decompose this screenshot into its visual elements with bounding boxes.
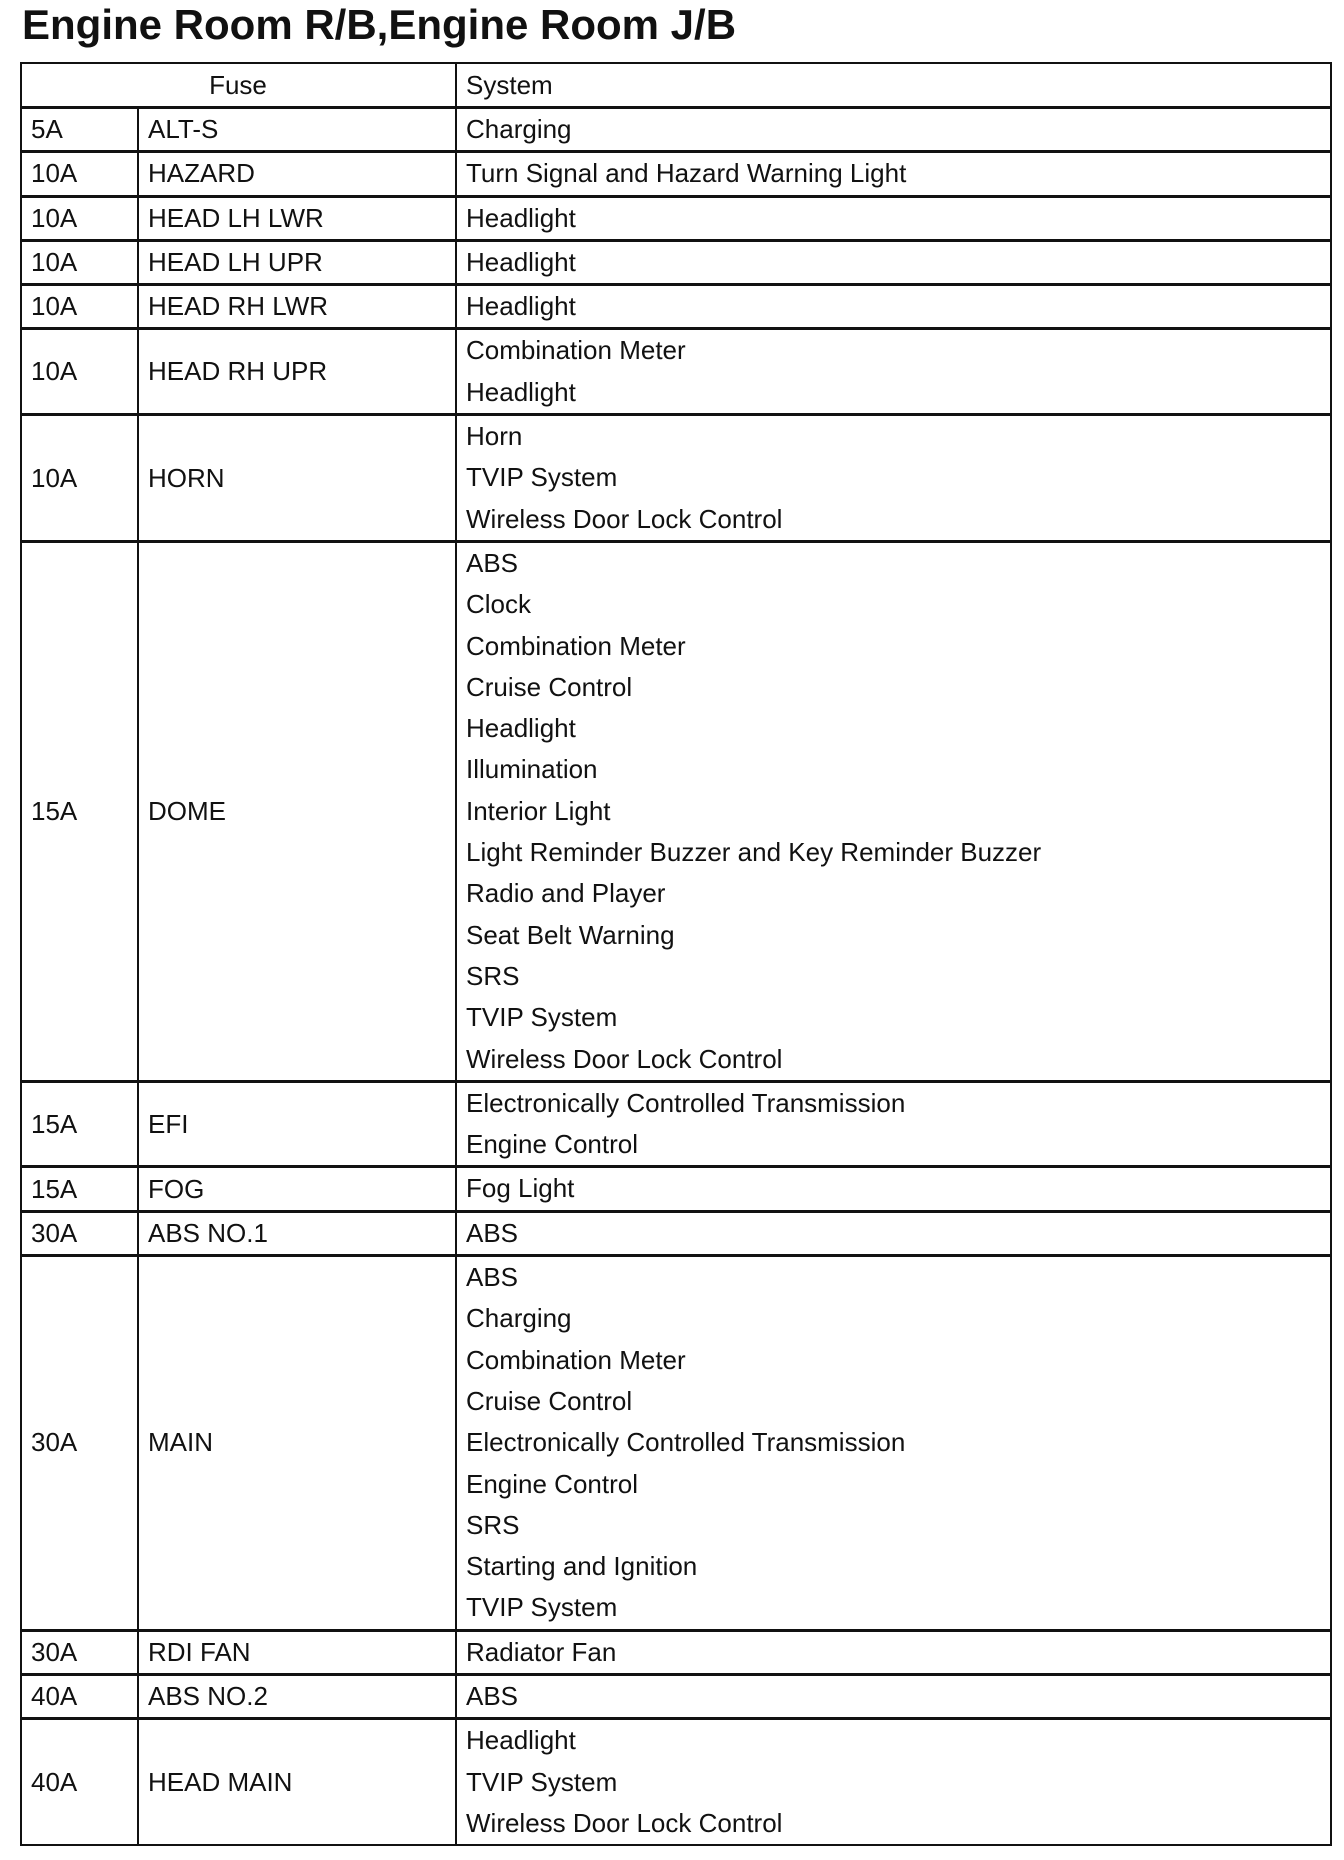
fuse-name: FOG — [138, 1167, 456, 1211]
fuse-systems — [456, 152, 1331, 196]
table-row — [21, 196, 1331, 240]
fuse-systems — [456, 1211, 1331, 1255]
system-item: Illumination — [466, 754, 598, 785]
table-row — [21, 541, 1331, 1081]
table-row — [21, 1674, 1331, 1718]
fuse-amperage: 10A — [21, 415, 138, 542]
table-row — [21, 329, 1331, 415]
system-item: ABS — [466, 1680, 519, 1711]
fuse-systems — [456, 1167, 1331, 1211]
table-row — [21, 108, 1331, 152]
fuse-name: ALT-S — [138, 108, 456, 152]
fuse-name: EFI — [138, 1081, 456, 1167]
fuse-name: RDI FAN — [138, 1630, 456, 1674]
system-item: Starting and Ignition — [466, 1551, 698, 1582]
system-item: ABS — [466, 547, 519, 578]
system-item: Headlight — [466, 1725, 576, 1756]
system-item: ABS — [466, 1262, 519, 1293]
fuse-table-body — [21, 108, 1331, 1846]
table-row — [21, 152, 1331, 196]
table-row — [21, 240, 1331, 284]
system-item: Combination Meter — [466, 630, 686, 661]
fuse-name: HEAD LH LWR — [138, 196, 456, 240]
fuse-name: MAIN — [138, 1256, 456, 1631]
fuse-systems — [456, 240, 1331, 284]
fuse-systems — [456, 196, 1331, 240]
fuse-systems — [456, 1674, 1331, 1718]
system-item: TVIP System — [466, 1766, 618, 1797]
table-row — [21, 1630, 1331, 1674]
system-item: Headlight — [466, 246, 576, 277]
fuse-systems — [456, 285, 1331, 329]
table-row — [21, 1211, 1331, 1255]
system-item: Engine Control — [466, 1129, 638, 1160]
fuse-amperage: 10A — [21, 152, 138, 196]
system-item: TVIP System — [466, 1002, 618, 1033]
system-item: Light Reminder Buzzer and Key Reminder Buzzer — [466, 837, 1042, 868]
system-item: Radio and Player — [466, 878, 666, 909]
system-item: TVIP System — [466, 1592, 618, 1623]
system-item: Clock — [466, 589, 532, 620]
fuse-name: HEAD RH UPR — [138, 329, 456, 415]
system-item: Headlight — [466, 291, 576, 322]
system-item: Fog Light — [466, 1173, 575, 1204]
table-row — [21, 285, 1331, 329]
system-item: Wireless Door Lock Control — [466, 1043, 783, 1074]
fuse-amperage: 15A — [21, 1167, 138, 1211]
fuse-amperage: 5A — [21, 108, 138, 152]
system-item: Charging — [466, 1303, 572, 1334]
system-item: Turn Signal and Hazard Warning Light — [466, 158, 907, 189]
fuse-amperage: 10A — [21, 196, 138, 240]
system-item: SRS — [466, 1509, 520, 1540]
fuse-name: HAZARD — [138, 152, 456, 196]
system-item: Headlight — [466, 713, 576, 744]
fuse-amperage: 30A — [21, 1630, 138, 1674]
page-title: Engine Room R/B,Engine Room J/B — [22, 1, 737, 48]
system-item: Electronically Controlled Transmission — [466, 1427, 906, 1458]
fuse-name: ABS NO.1 — [138, 1211, 456, 1255]
system-item: Combination Meter — [466, 335, 686, 366]
fuse-systems — [456, 1719, 1331, 1845]
fuse-systems — [456, 108, 1331, 152]
fuse-systems — [456, 415, 1331, 542]
system-item: Wireless Door Lock Control — [466, 503, 783, 534]
system-item: Electronically Controlled Transmission — [466, 1087, 906, 1118]
system-column-header: System — [456, 63, 1331, 108]
system-item: Cruise Control — [466, 671, 633, 702]
fuse-name: HEAD LH UPR — [138, 240, 456, 284]
fuse-systems — [456, 1081, 1331, 1167]
fuse-name: HORN — [138, 415, 456, 542]
table-row — [21, 1081, 1331, 1167]
fuse-column-header: Fuse — [21, 63, 456, 108]
system-item: ABS — [466, 1217, 519, 1248]
fuse-amperage: 30A — [21, 1256, 138, 1631]
table-row — [21, 1167, 1331, 1211]
fuse-amperage: 15A — [21, 541, 138, 1081]
table-row — [21, 1256, 1331, 1631]
fuse-name: DOME — [138, 541, 456, 1081]
fuse-amperage: 10A — [21, 329, 138, 415]
fuse-amperage: 10A — [21, 285, 138, 329]
fuse-systems — [456, 329, 1331, 415]
fuse-amperage: 15A — [21, 1081, 138, 1167]
system-item: Charging — [466, 114, 572, 144]
fuse-amperage: 40A — [21, 1719, 138, 1845]
fuse-name: HEAD MAIN — [138, 1719, 456, 1845]
fuse-amperage: 10A — [21, 240, 138, 284]
fuse-table — [20, 62, 1332, 1846]
fuse-systems — [456, 541, 1331, 1081]
system-item: Seat Belt Warning — [466, 919, 675, 950]
table-row — [21, 1719, 1331, 1845]
fuse-amperage: 40A — [21, 1674, 138, 1718]
system-item: Cruise Control — [466, 1385, 633, 1416]
fuse-name: ABS NO.2 — [138, 1674, 456, 1718]
system-item: Radiator Fan — [466, 1636, 617, 1667]
system-item: TVIP System — [466, 462, 618, 493]
fuse-systems — [456, 1256, 1331, 1631]
system-item: Interior Light — [466, 795, 611, 826]
table-header-row — [21, 63, 1331, 108]
fuse-amperage: 30A — [21, 1211, 138, 1255]
system-item: Engine Control — [466, 1468, 638, 1499]
system-item: Horn — [466, 421, 523, 452]
system-item: Wireless Door Lock Control — [466, 1807, 783, 1838]
system-item: Headlight — [466, 376, 576, 407]
system-item: SRS — [466, 960, 520, 991]
system-item: Combination Meter — [466, 1344, 686, 1375]
fuse-name: HEAD RH LWR — [138, 285, 456, 329]
fuse-systems — [456, 1630, 1331, 1674]
system-item: Headlight — [466, 202, 576, 233]
table-row — [21, 415, 1331, 542]
